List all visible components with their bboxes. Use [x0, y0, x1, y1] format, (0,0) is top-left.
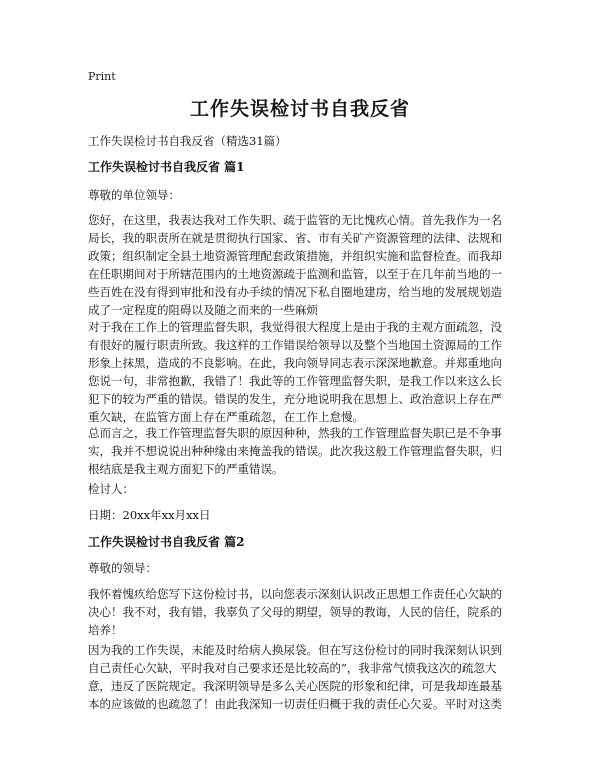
section-2-paragraph-1: [88, 585, 516, 639]
print-label[interactable]: Print: [88, 70, 116, 83]
section-1-paragraph-2: [88, 318, 516, 426]
text-line: 决心！我不对，我有错，我辜负了父母的期望，领导的教诲，人民的信任，院系的: [88, 605, 502, 619]
text-line: 形象上抹黑，造成的不良影响。在此，我向领导同志表示深深地歉意。并郑重地向: [88, 356, 502, 370]
section-2-heading: 工作失误检讨书自我反省 篇2: [88, 535, 245, 549]
signer-label: 检讨人：: [88, 482, 134, 496]
text-line: 重欠缺，在监管方面上存在严重疏忽，在工作上怠慢。: [88, 410, 364, 424]
text-line: 犯下的较为严重的错误。错误的发生，充分地说明我在思想上、政治意识上存在严: [88, 392, 502, 406]
section-1-paragraph-3: [88, 424, 516, 478]
text-line: 根结底是我主观方面犯下的严重错误。: [88, 462, 284, 476]
text-line: 成了一定程度的阻碍以及随之而来的一些麻烦: [88, 303, 318, 317]
section-2-paragraph-2: [88, 641, 516, 713]
document-subtitle: 工作失误检讨书自我反省（精选31篇）: [88, 134, 287, 148]
text-line: 意，违反了医院规定。我深明领导是多么关心医院的形象和纪律，可是我却连最基: [88, 679, 502, 693]
section-1-paragraph-1: [88, 211, 516, 319]
text-line: 政策；组织制定全县土地资源管理配套政策措施，并组织实施和监督检查。而我却: [88, 249, 502, 263]
section-1-heading: 工作失误检讨书自我反省 篇1: [88, 160, 245, 174]
text-line: 我怀着愧疚给您写下这份检讨书，以向您表示深刻认识改正思想工作责任心欠缺的: [88, 587, 502, 601]
text-line: 自己责任心欠缺，平时我对自己要求还是比较高的”，我非常气愤我这次的疏忽大: [88, 661, 497, 675]
text-line: 本的应该做的也疏忽了！由此我深知一切责任归概于我的责任心欠妥。平时对这类: [88, 697, 502, 711]
text-line: 您说一句，非常抱歉，我错了！我此等的工作管理监督失职，是我工作以来这么长: [88, 374, 502, 388]
text-line: 局长，我的职责所在就是贯彻执行国家、省、市有关矿产资源管理的法律、法规和: [88, 231, 502, 245]
text-line: 因为我的工作失误，未能及时给病人换尿袋。但在写这份检讨的同时我深刻认识到: [88, 643, 502, 657]
text-line: 实，我并不想说说出种种缘由来掩盖我的错误。此次我这般工作管理监督失职，归: [88, 444, 502, 458]
section-2-greeting: 尊敬的领导：: [88, 561, 157, 575]
text-line: 总而言之，我工作管理监督失职的原因种种，然我的工作管理监督失职已是不争事: [88, 426, 502, 440]
text-line: 在任职期间对于所辖范围内的土地资源疏于监测和监管，以至于在几年前当地的一: [88, 267, 502, 281]
text-line: 培养！: [88, 623, 123, 637]
document-title: 工作失误检讨书自我反省: [189, 98, 410, 120]
text-line: 有很好的履行职责所致。我这样的工作错误给领导以及整个当地国土资源局的工作: [88, 338, 502, 352]
section-1-greeting: 尊敬的单位领导：: [88, 188, 180, 202]
date-line: 日期：20xx年xx月xx日: [88, 508, 211, 522]
text-line: 些百姓在没有得到审批和没有办手续的情况下私自圈地建房，给当地的发展规划造: [88, 285, 502, 299]
text-line: 对于我在工作上的管理监督失职，我觉得很大程度上是由于我的主观方面疏忽，没: [88, 320, 502, 334]
text-line: 您好，在这里，我表达我对工作失职、疏于监管的无比愧疚心情。首先我作为一名: [88, 213, 502, 227]
